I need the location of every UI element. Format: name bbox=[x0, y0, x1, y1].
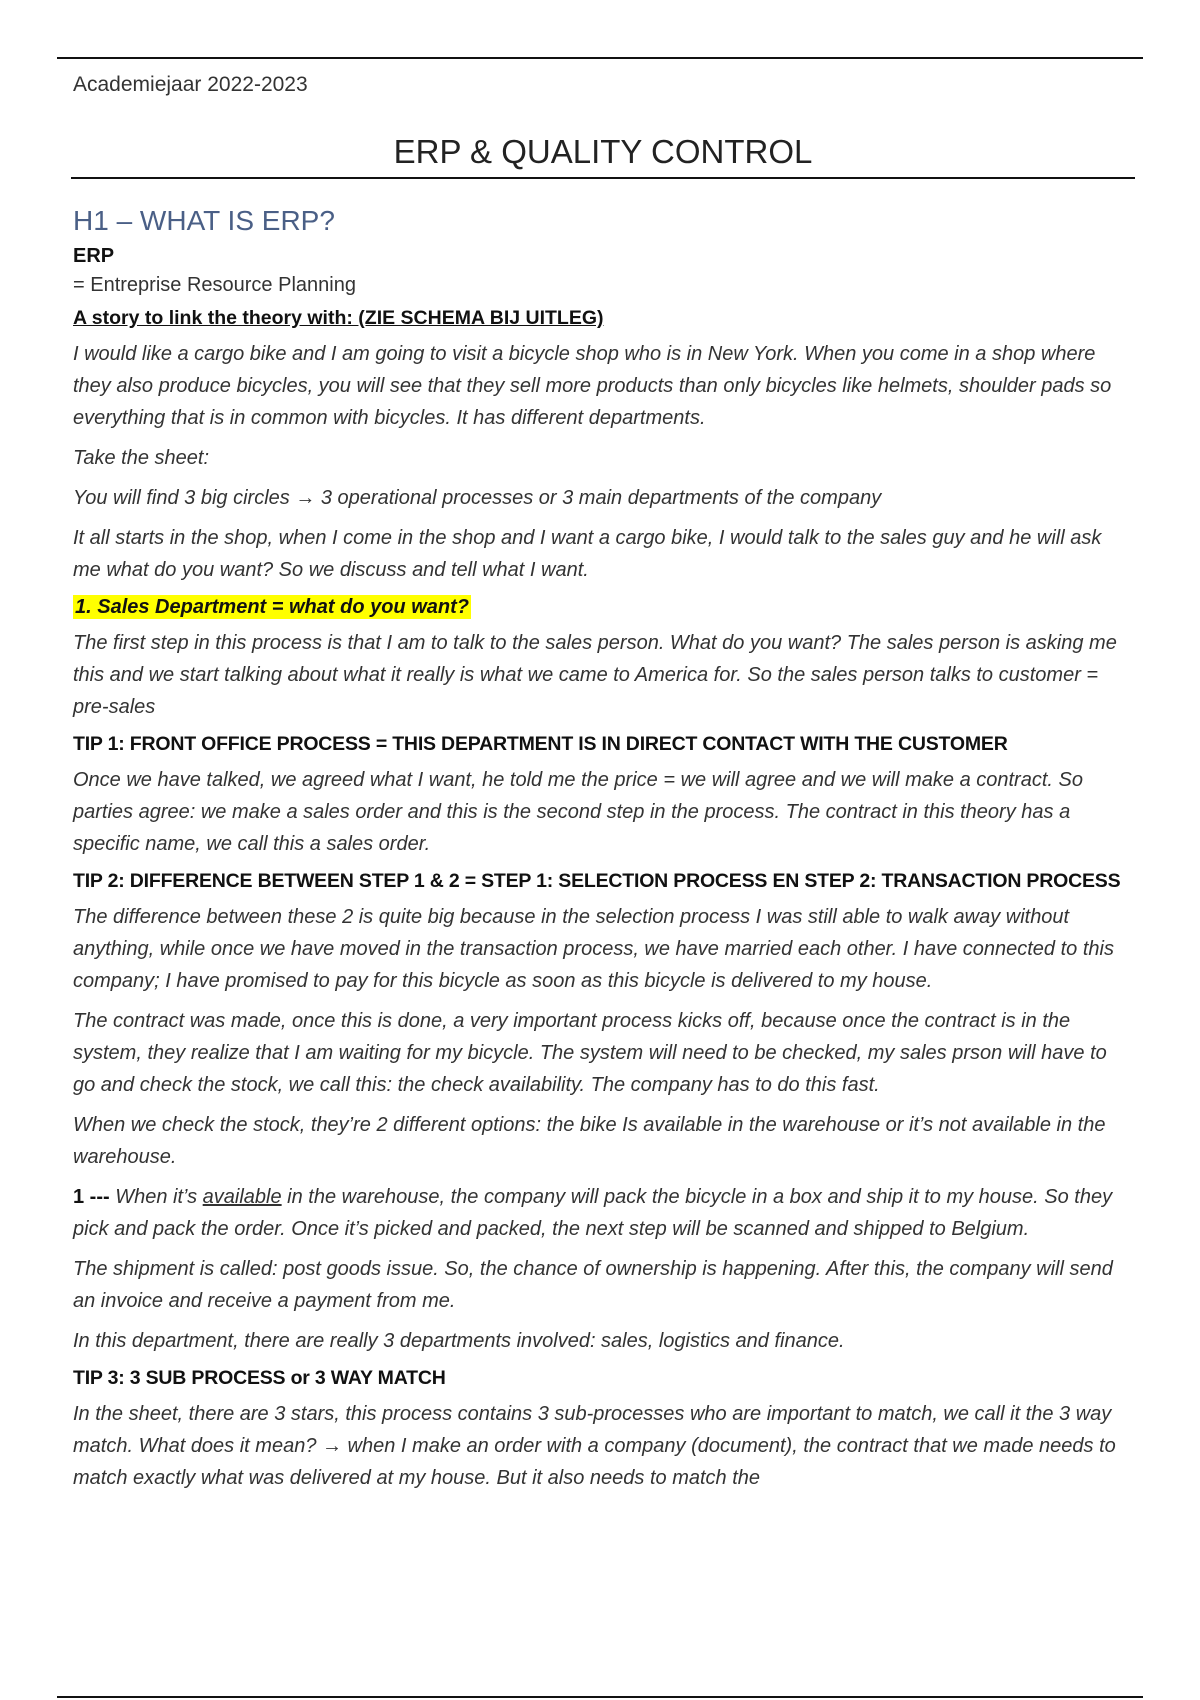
paragraph-sheet: Take the sheet: bbox=[73, 447, 210, 469]
available-text-b: in the warehouse, the company will pack the bicycle in a box and ship it to my house. So they pick and pack the order. Once it’s picked and packed, the next step will be scanned and shipped to Belgium. bbox=[73, 1186, 1113, 1240]
document-page bbox=[73, 70, 1133, 1494]
paragraph-intro: I would like a cargo bike and I am going to visit a bicycle shop who is in New York. When you come in a shop where they also produce bicycles, you will see that they sell more products than only bicycles like helmets, shoulder pads so everything that is in common with bicycles. It has different departments. bbox=[73, 343, 1112, 429]
term-label: ERP bbox=[73, 245, 115, 267]
paragraph-difference: The difference between these 2 is quite big because in the selection process I was still able to walk away without anything, while once we have moved in the transaction process, we have married each other. I have connected to this company; I have promised to pay for this bicycle as soon as this bicycle is delivered to my house. bbox=[73, 906, 1114, 992]
paragraph-shipment: The shipment is called: post goods issue. So, the chance of ownership is happening. After this, the company will send an invoice and receive a payment from me. bbox=[73, 1258, 1113, 1312]
paragraph-departments: In this department, there are really 3 departments involved: sales, logistics and finance. bbox=[73, 1330, 845, 1352]
term-definition: = Entreprise Resource Planning bbox=[73, 274, 356, 296]
academic-year: Academiejaar 2022-2023 bbox=[73, 73, 308, 96]
top-rule bbox=[57, 57, 1143, 59]
available-text-a: When it’s bbox=[109, 1186, 203, 1208]
available-word: available bbox=[202, 1186, 282, 1208]
paragraph-shop: It all starts in the shop, when I come in the shop and I want a cargo bike, I would talk to the sales guy and he will ask me what do you want? So we discuss and tell what I want. bbox=[73, 527, 1102, 581]
tip-2: TIP 2: DIFFERENCE BETWEEN STEP 1 & 2 = STEP 1: SELECTION PROCESS EN STEP 2: TRANSACTION PROCESS bbox=[73, 870, 1121, 892]
paragraph-sales-order: Once we have talked, we agreed what I want, he told me the price = we will agree and we will make a contract. So parties agree: we make a sales order and this is the second step in the process. The contract in this theory has a specific name, we call this a sales order. bbox=[73, 769, 1083, 855]
option-number: 1 --- bbox=[73, 1186, 110, 1208]
paragraph-circles: You will find 3 big circles → 3 operational processes or 3 main departments of the company bbox=[73, 487, 882, 509]
tip-1: TIP 1: FRONT OFFICE PROCESS = THIS DEPARTMENT IS IN DIRECT CONTACT WITH THE CUSTOMER bbox=[73, 733, 1008, 755]
chapter-heading: H1 – WHAT IS ERP? bbox=[73, 205, 335, 236]
bottom-rule bbox=[57, 1696, 1143, 1698]
highlighted-step bbox=[73, 596, 1133, 619]
paragraph-three-way-match: In the sheet, there are 3 stars, this process contains 3 sub-processes who are important to match, we call it the 3 way match. What does it mean? → when I make an order with a company (document), the contract that we made needs to match exactly what was delivered at my house. But it also needs to match the bbox=[73, 1403, 1116, 1489]
document-title: ERP & QUALITY CONTROL bbox=[71, 133, 1135, 179]
tip-3: TIP 3: 3 SUB PROCESS or 3 WAY MATCH bbox=[73, 1367, 446, 1389]
story-heading: A story to link the theory with: (ZIE SCHEMA BIJ UITLEG) bbox=[73, 307, 604, 329]
paragraph-available bbox=[73, 1181, 1133, 1245]
sales-department-highlight: 1. Sales Department = what do you want? bbox=[75, 596, 469, 618]
paragraph-stock: When we check the stock, they’re 2 different options: the bike Is available in the warehouse or it’s not available in the warehouse. bbox=[73, 1114, 1106, 1168]
paragraph-pre-sales: The first step in this process is that I am to talk to the sales person. What do you want? The sales person is asking me this and we start talking about what it really is what we came to America for. So the sales person talks to customer = pre-sales bbox=[73, 632, 1117, 718]
paragraph-contract: The contract was made, once this is done, a very important process kicks off, because once the contract is in the system, they realize that I am waiting for my bicycle. The system will need to be checked, my sales prson will have to go and check the stock, we call this: the check availability. The company has to do this fast. bbox=[73, 1010, 1107, 1096]
